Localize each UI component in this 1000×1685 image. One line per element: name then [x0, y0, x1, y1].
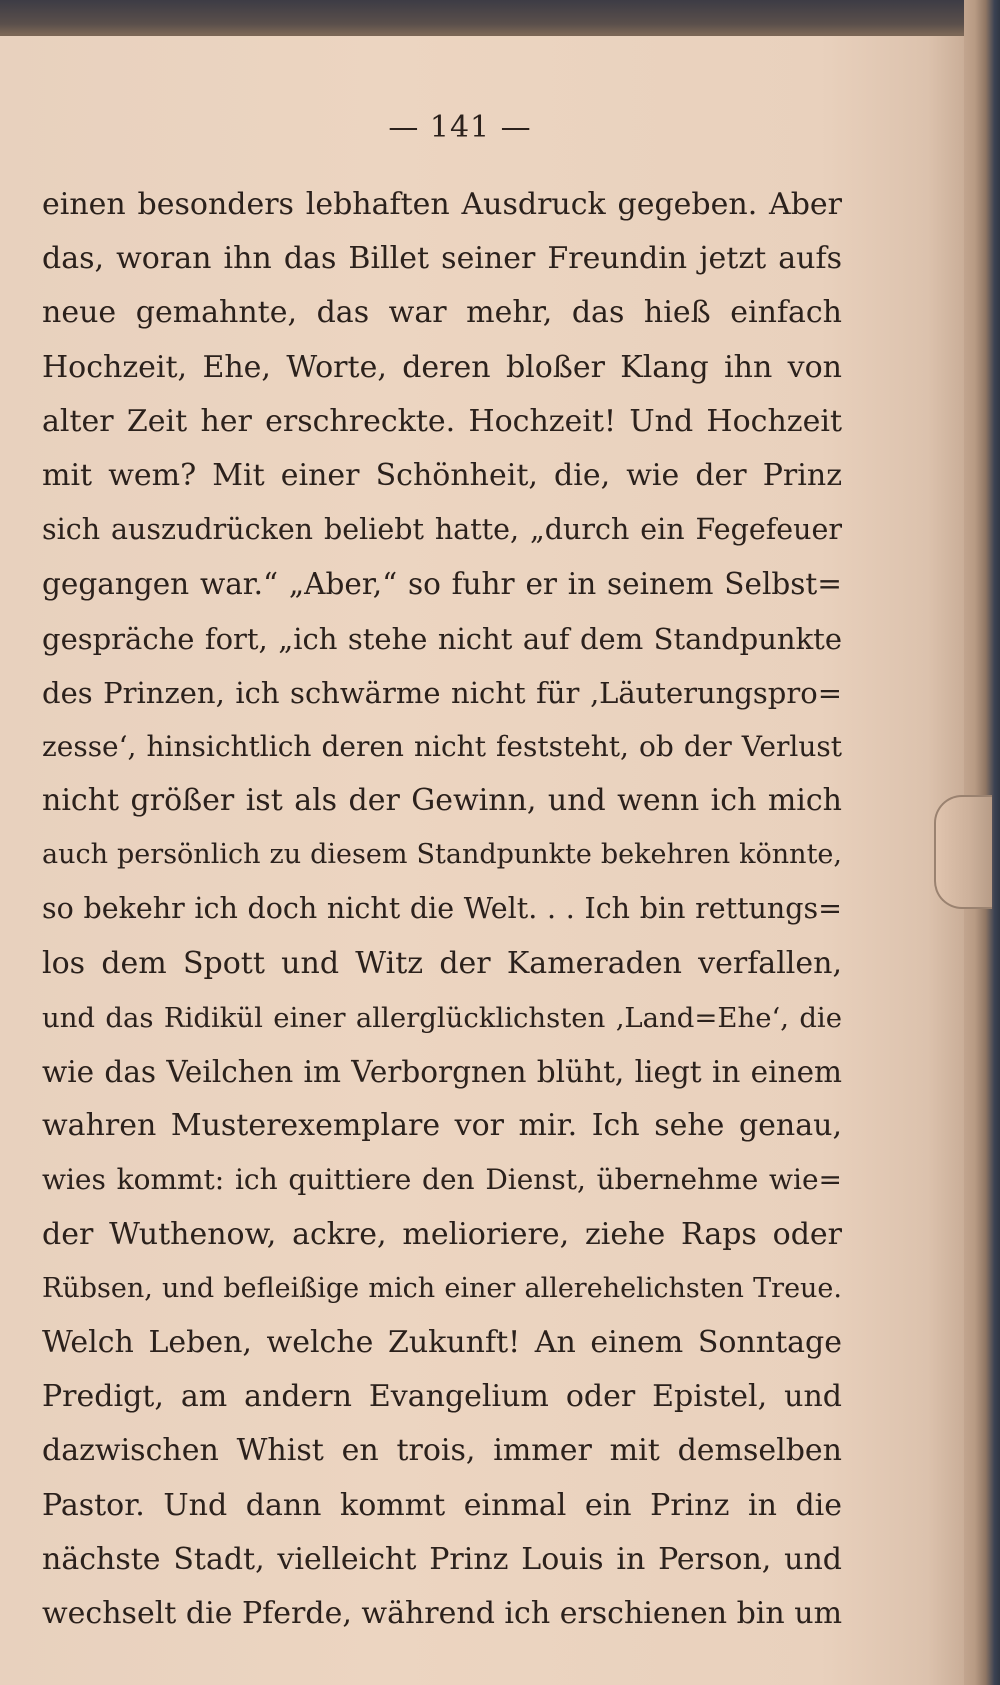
text-line: los dem Spott und Witz der Kameraden verfallen,: [42, 945, 842, 981]
text-line: Welch Leben, welche Zukunft! An einem Sonntage: [42, 1324, 842, 1360]
text-line: sich auszudrücken beliebt hatte, „durch ein Fegefeuer: [42, 513, 842, 547]
text-line: nicht größer ist als der Gewinn, und wenn ich mich: [42, 783, 842, 819]
text-line: wie das Veilchen im Verborgnen blüht, liegt in einem: [42, 1055, 842, 1089]
text-line: auch persönlich zu diesem Standpunkte bekehren könnte,: [42, 839, 842, 871]
text-line: gespräche fort, „ich stehe nicht auf dem Standpunkte: [42, 621, 842, 656]
body-text: [42, 178, 842, 1641]
text-line: so bekehr ich doch nicht die Welt. . . Ich bin rettungs=: [42, 892, 842, 926]
text-line: das, woran ihn das Billet seiner Freundin jetzt aufs: [42, 241, 842, 277]
text-line: dazwischen Whist en trois, immer mit demselben: [42, 1433, 842, 1469]
text-line: neue gemahnte, das war mehr, das hieß einfach: [42, 295, 842, 331]
text-line: Rübsen, und befleißige mich einer allerehelichsten Treue.: [42, 1272, 842, 1304]
text-line: der Wuthenow, ackre, melioriere, ziehe Raps oder: [42, 1216, 842, 1252]
page-number-header: — 141 —: [388, 110, 532, 145]
text-line: wechselt die Pferde, während ich erschienen bin um: [42, 1595, 842, 1631]
text-line: einen besonders lebhaften Ausdruck gegeben. Aber: [42, 187, 842, 222]
text-line: mit wem? Mit einer Schönheit, die, wie der Prinz: [42, 457, 842, 493]
text-line: gegangen war.“ „Aber,“ so fuhr er in seinem Selbst=: [42, 567, 842, 602]
text-line: des Prinzen, ich schwärme nicht für ‚Läuterungspro=: [42, 675, 842, 710]
book-cover-top-edge: [0, 0, 1000, 34]
text-line: zesse‘, hinsichtlich deren nicht feststeht, ob der Verlust: [42, 729, 842, 763]
text-line: Hochzeit, Ehe, Worte, deren bloßer Klang ihn von: [42, 349, 842, 385]
text-line: wies kommt: ich quittiere den Dienst, übernehme wie=: [42, 1163, 842, 1197]
text-line: Pastor. Und dann kommt einmal ein Prinz in die: [42, 1487, 842, 1523]
text-line: wahren Musterexemplare vor mir. Ich sehe genau,: [42, 1108, 842, 1144]
text-line: alter Zeit her erschreckte. Hochzeit! Und Hochzeit: [42, 403, 842, 439]
text-line: nächste Stadt, vielleicht Prinz Louis in Person, und: [42, 1541, 842, 1577]
bookmark-tab: [934, 795, 992, 909]
text-line: und das Ridikül einer allerglücklichsten ‚Land=Ehe‘, die: [42, 1001, 842, 1034]
text-line: Predigt, am andern Evangelium oder Epistel, und: [42, 1379, 842, 1415]
